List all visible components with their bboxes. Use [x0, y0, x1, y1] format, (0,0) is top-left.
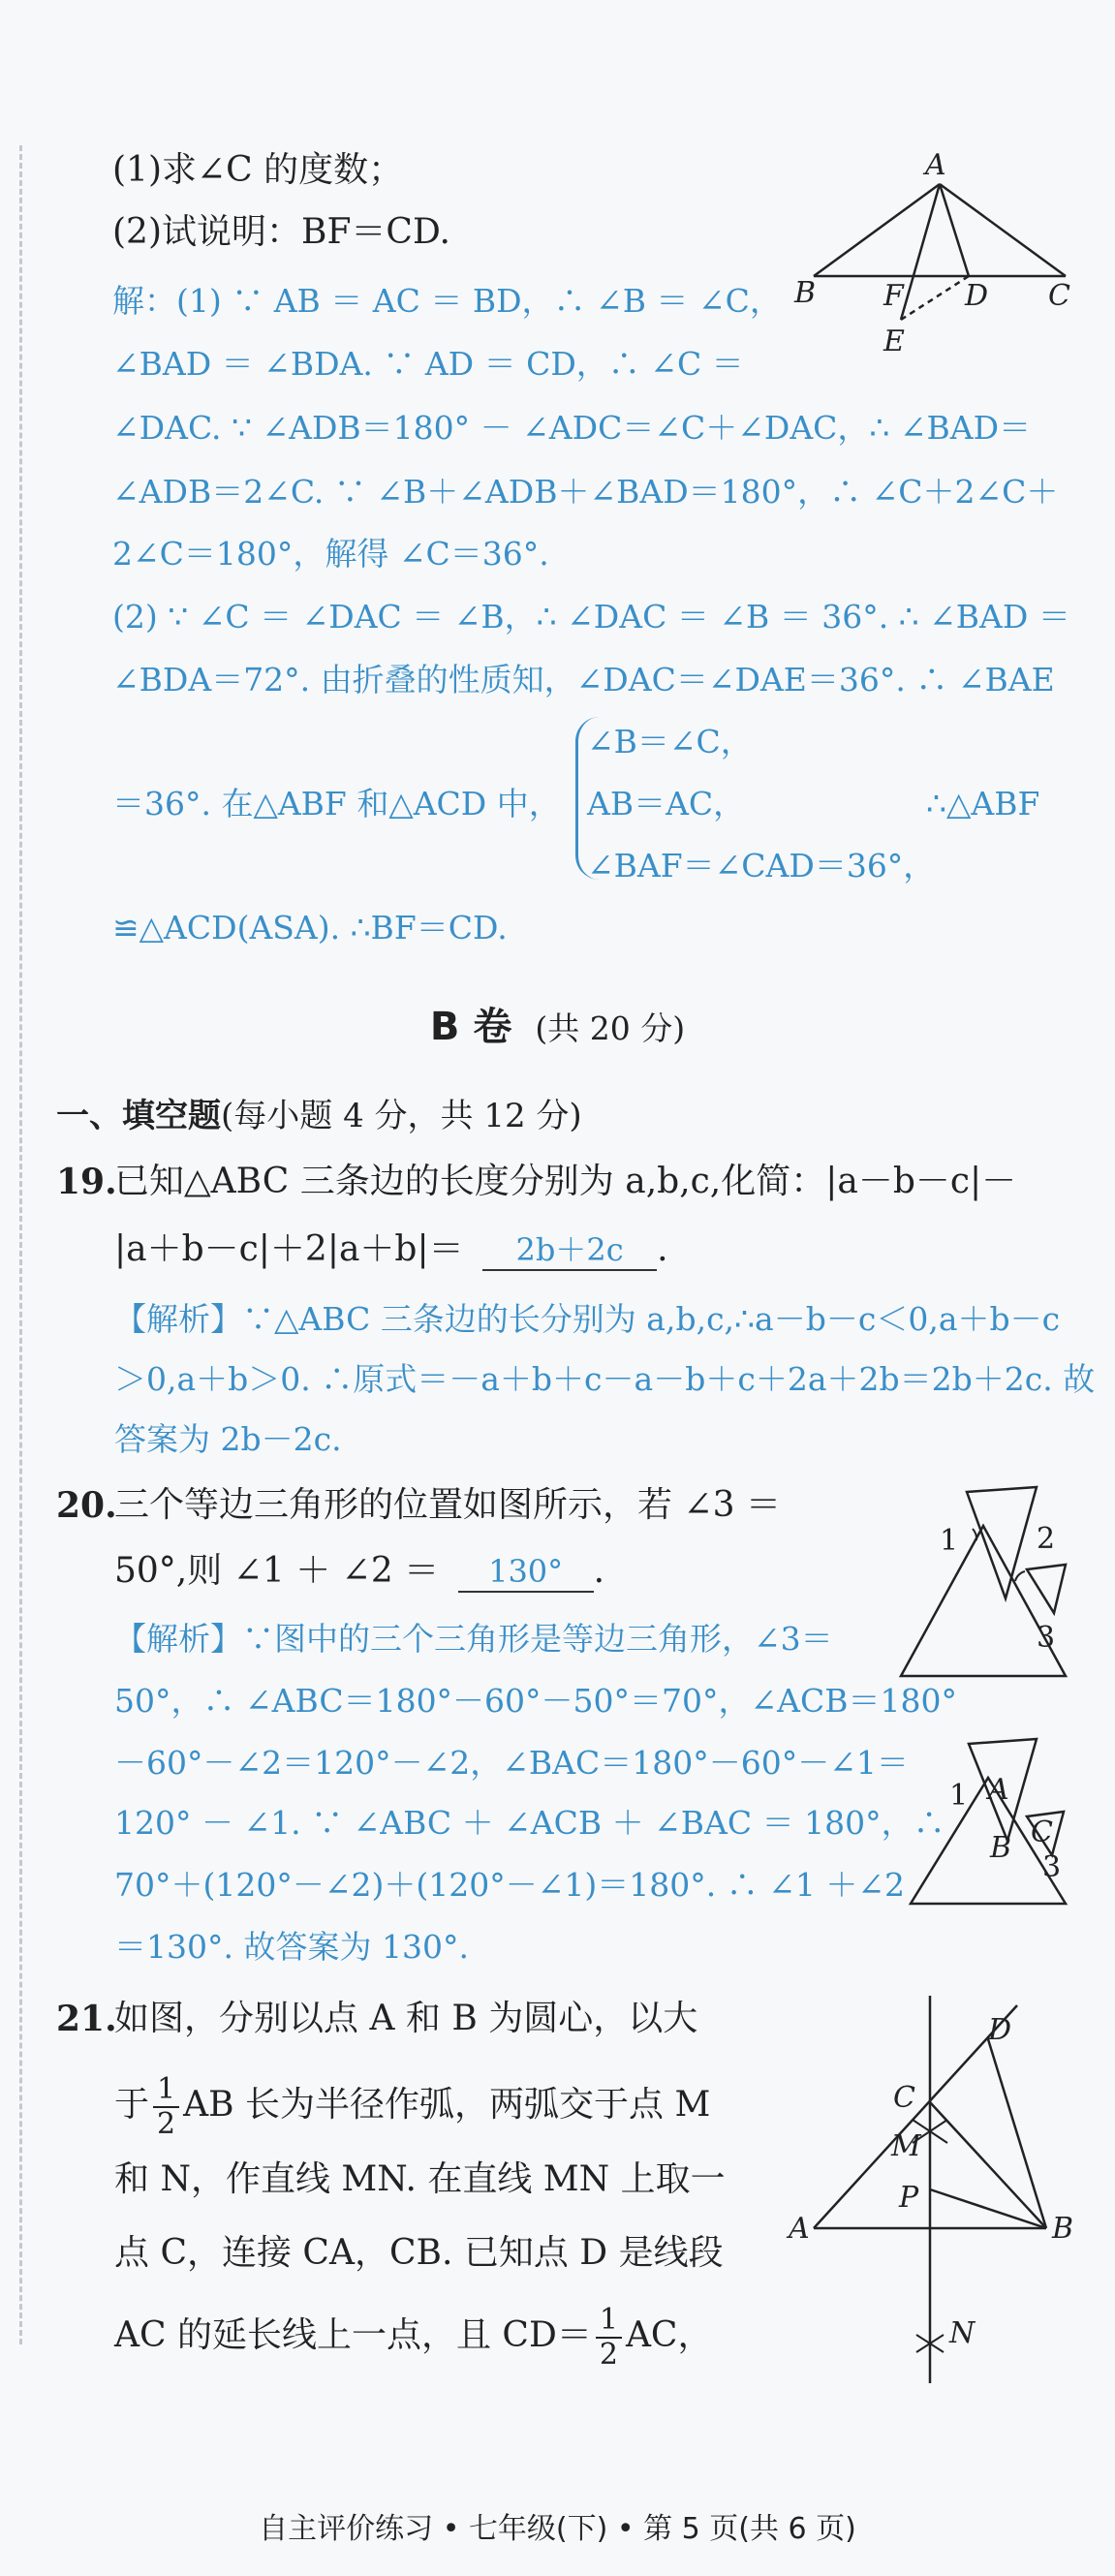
fig-label: F: [883, 279, 904, 313]
q20-figure-1: [891, 1473, 1085, 1695]
q20-analysis-line: 50°，∴ ∠ABC＝180°－60°－50°＝70°，∠ACB＝180°: [114, 1682, 958, 1720]
fig-label: 3: [1042, 1850, 1062, 1884]
q20-number: 20.: [56, 1485, 117, 1526]
q21-line2: [114, 2073, 710, 2141]
q19-line2: [114, 1226, 668, 1273]
q21-line-text: AB 长为半径作弧，两弧交于点 M: [183, 2085, 711, 2125]
fig-label: 2: [1037, 1522, 1056, 1556]
q19-line: 已知△ABC 三条边的长度分别为 a,b,c,化简：|a－b－c|－: [114, 1162, 1017, 1201]
q20-line: 三个等边三角形的位置如图所示，若 ∠3 ＝: [114, 1485, 781, 1525]
fig-label: A: [789, 2212, 810, 2246]
q21-line-text: AC 的延长线上一点，且 CD＝: [114, 2315, 592, 2355]
q19-answer: 2b＋2c: [482, 1230, 657, 1271]
q19-analysis-line: ＞0,a＋b＞0. ∴原式＝－a＋b＋c－a－b＋c＋2a＋2b＝2b＋2c. 故: [114, 1360, 1096, 1398]
q21-line-text: AC，: [625, 2315, 713, 2355]
fig-label: D: [988, 2013, 1012, 2047]
fig-label: B: [794, 276, 817, 310]
q18-sol-line: ∠ADB＝2∠C. ∵ ∠B＋∠ADB＋∠BAD＝180°，∴ ∠C＋2∠C＋: [112, 473, 1059, 511]
brace-condition: ∠B＝∠C，: [587, 723, 753, 760]
fill-heading-text: 一、填空题: [56, 1097, 221, 1135]
q18-sol-given: ＝36°. 在△ABF 和△ACD 中，: [112, 785, 561, 822]
fraction: [596, 2304, 622, 2372]
fig-label: B: [1052, 2212, 1074, 2246]
q21-line: 和 N，作直线 MN. 在直线 MN 上取一: [114, 2159, 726, 2199]
section-title: [0, 996, 1115, 1051]
q20-analysis-line: 120° － ∠1. ∵ ∠ABC ＋ ∠ACB ＋ ∠BAC ＝ 180°，∴: [114, 1804, 945, 1842]
q20-analysis-line: 70°＋(120°－∠2)＋(120°－∠1)＝180°. ∴ ∠1 ＋∠2: [114, 1866, 905, 1904]
q18-part1: (1)求∠C 的度数；: [112, 150, 404, 190]
brace-condition: ∠BAF＝∠CAD＝36°，: [587, 847, 936, 885]
brace-condition: AB＝AC，: [587, 785, 746, 822]
fill-heading: [56, 1093, 582, 1139]
q20-analysis-line: ＝130°. 故答案为 130°.: [114, 1928, 469, 1966]
q18-conclusion: ∴△ABF: [926, 785, 1040, 822]
fig-label: C: [893, 2081, 915, 2115]
binding-margin-dashes: [19, 145, 22, 2344]
fig-label: E: [883, 325, 905, 358]
fraction: [153, 2073, 179, 2141]
fig-label: A: [988, 1773, 1009, 1807]
section-title-text: B 卷: [429, 1005, 512, 1049]
fig-label: 3: [1037, 1621, 1056, 1655]
fig-label: P: [899, 2181, 919, 2215]
section-note: (共 20 分): [535, 1009, 686, 1047]
q18-sol-line: ∠BDA＝72°. 由折叠的性质知，∠DAC＝∠DAE＝36°. ∴ ∠BAE: [112, 661, 1055, 698]
fig-label: 1: [949, 1779, 969, 1813]
fig-label: B: [990, 1831, 1012, 1865]
q19-number: 19.: [56, 1162, 117, 1202]
q19-line-text: |a＋b－c|＋2|a＋b|＝: [114, 1229, 464, 1269]
fig-label: A: [925, 148, 946, 182]
q21-line5: [114, 2304, 712, 2372]
q20-analysis-line: －60°－∠2＝120°－∠2，∠BAC＝180°－60°－∠1＝: [114, 1744, 909, 1782]
q18-sol-line: 解：(1) ∵ AB ＝ AC ＝ BD，∴ ∠B ＝ ∠C，: [112, 282, 782, 320]
q20-line2: [114, 1548, 604, 1595]
q18-sol-line: ∠BAD ＝ ∠BDA. ∵ AD ＝ CD，∴ ∠C ＝: [112, 345, 744, 383]
q21-number: 21.: [56, 1999, 117, 2039]
q21-figure: [785, 1996, 1095, 2393]
fraction-denominator: 2: [599, 2338, 618, 2372]
q21-line: 如图，分别以点 A 和 B 为圆心，以大: [114, 1999, 698, 2038]
fill-heading-note: (每小题 4 分，共 12 分): [221, 1097, 582, 1135]
fig-label: C: [1048, 279, 1070, 313]
q20-answer: 130°: [458, 1552, 594, 1593]
q18-part2: (2)试说明：BF＝CD.: [112, 212, 450, 252]
q18-figure: [794, 145, 1085, 378]
q20-end: .: [593, 1551, 605, 1591]
fig-label: C: [1031, 1816, 1053, 1849]
fig-label: N: [949, 2316, 976, 2350]
q21-line-text: 于: [114, 2085, 150, 2125]
fig-label: 1: [940, 1524, 959, 1558]
q20-figure-2: [901, 1729, 1095, 1923]
q18-sol-line: 2∠C＝180°，解得 ∠C＝36°.: [112, 535, 549, 573]
q20-analysis-line: 【解析】∵图中的三个三角形是等边三角形，∠3＝: [114, 1620, 833, 1658]
fraction-denominator: 2: [157, 2107, 176, 2141]
fraction-numerator: 1: [153, 2073, 179, 2108]
fig-label: D: [965, 279, 989, 313]
fraction-numerator: 1: [596, 2304, 622, 2339]
q18-sol-line: ∠DAC. ∵ ∠ADB＝180° － ∠ADC＝∠C＋∠DAC，∴ ∠BAD＝: [112, 409, 1032, 447]
q18-sol-end: ≌△ACD(ASA). ∴BF＝CD.: [112, 909, 508, 947]
q18-sol-line: (2) ∵ ∠C ＝ ∠DAC ＝ ∠B，∴ ∠DAC ＝ ∠B ＝ 36°. ∴ ∠BAD ＝: [112, 598, 1070, 636]
q21-line: 点 C，连接 CA，CB. 已知点 D 是线段: [114, 2233, 724, 2273]
fig-label: M: [891, 2129, 921, 2163]
q19-end: .: [657, 1229, 668, 1269]
q19-analysis-line: 答案为 2b－2c.: [114, 1420, 342, 1458]
q19-analysis-line: 【解析】∵△ABC 三条边的长分别为 a,b,c,∴a－b－c＜0,a＋b－c: [114, 1300, 1061, 1338]
q20-line-text: 50°,则 ∠1 ＋ ∠2 ＝: [114, 1551, 440, 1591]
page-footer: 自主评价练习 • 七年级(下) • 第 5 页(共 6 页): [259, 2512, 856, 2546]
